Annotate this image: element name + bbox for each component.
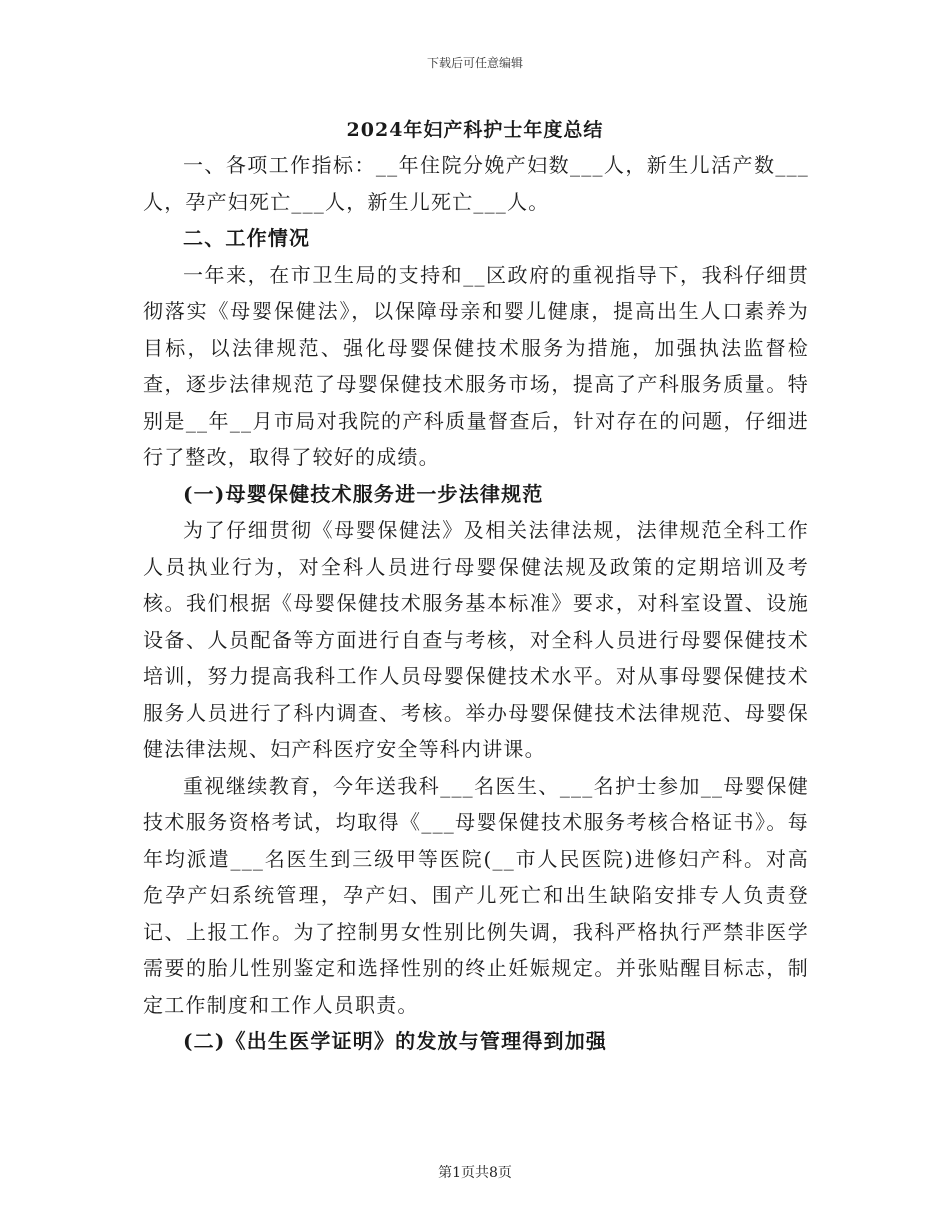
document-title: 2024年妇产科护士年度总结 xyxy=(346,119,604,141)
page-number-footer: 第1页共8页 xyxy=(438,1165,512,1181)
section-heading-work-situation: 二、工作情况 xyxy=(183,226,311,250)
paragraph-overview: 一年来，在市卫生局的支持和__区政府的重视指导下，我科仔细贯彻落实《母婴保健法》，以保障母亲和婴儿健康，提高出生人口素养为目标，以法律规范、强化母婴保健技术服务为措施，加强执法监督检查，逐步法律规范了母婴保健技术服务市场，提高了产科服务质量。特别是__年__月市局对我院的产科质量督查后，针对存在的问题，仔细进行了整改，取得了较好的成绩。 xyxy=(143,262,809,469)
subheading-maternal-infant-service: (一)母婴保健技术服务进一步法律规范 xyxy=(183,481,544,506)
paragraph-work-indicators: 一、各项工作指标：__年住院分娩产妇数___人，新生儿活产数___人，孕产妇死亡___人，新生儿死亡___人。 xyxy=(143,153,809,214)
paragraph-continuing-education: 重视继续教育，今年送我科___名医生、___名护士参加__母婴保健技术服务资格考试，均取得《___母婴保健技术服务考核合格证书》。每年均派遣___名医生到三级甲等医院(__市人民医院)进修妇产科。对高危孕产妇系统管理，孕产妇、围产儿死亡和出生缺陷安排专人负责登记、上报工作。为了控制男女性别比例失调，我科严格执行严禁非医学需要的胎儿性别鉴定和选择性别的终止妊娠规定。并张贴醒目标志，制定工作制度和工作人员职责。 xyxy=(143,773,809,1017)
paragraph-training-assessment: 为了仔细贯彻《母婴保健法》及相关法律法规，法律规范全科工作人员执业行为，对全科人员进行母婴保健法规及政策的定期培训及考核。我们根据《母婴保健技术服务基本标准》要求，对科室设置、设施设备、人员配备等方面进行自查与考核，对全科人员进行母婴保健技术培训，努力提高我科工作人员母婴保健技术水平。对从事母婴保健技术服务人员进行了科内调查、考核。举办母婴保健技术法律规范、母婴保健法律法规、妇产科医疗安全等科内讲课。 xyxy=(143,518,809,761)
document-body xyxy=(143,147,809,1060)
subheading-birth-certificate: (二)《出生医学证明》的发放与管理得到加强 xyxy=(183,1029,608,1053)
page-header-note: 下载后可任意编辑 xyxy=(426,56,523,70)
